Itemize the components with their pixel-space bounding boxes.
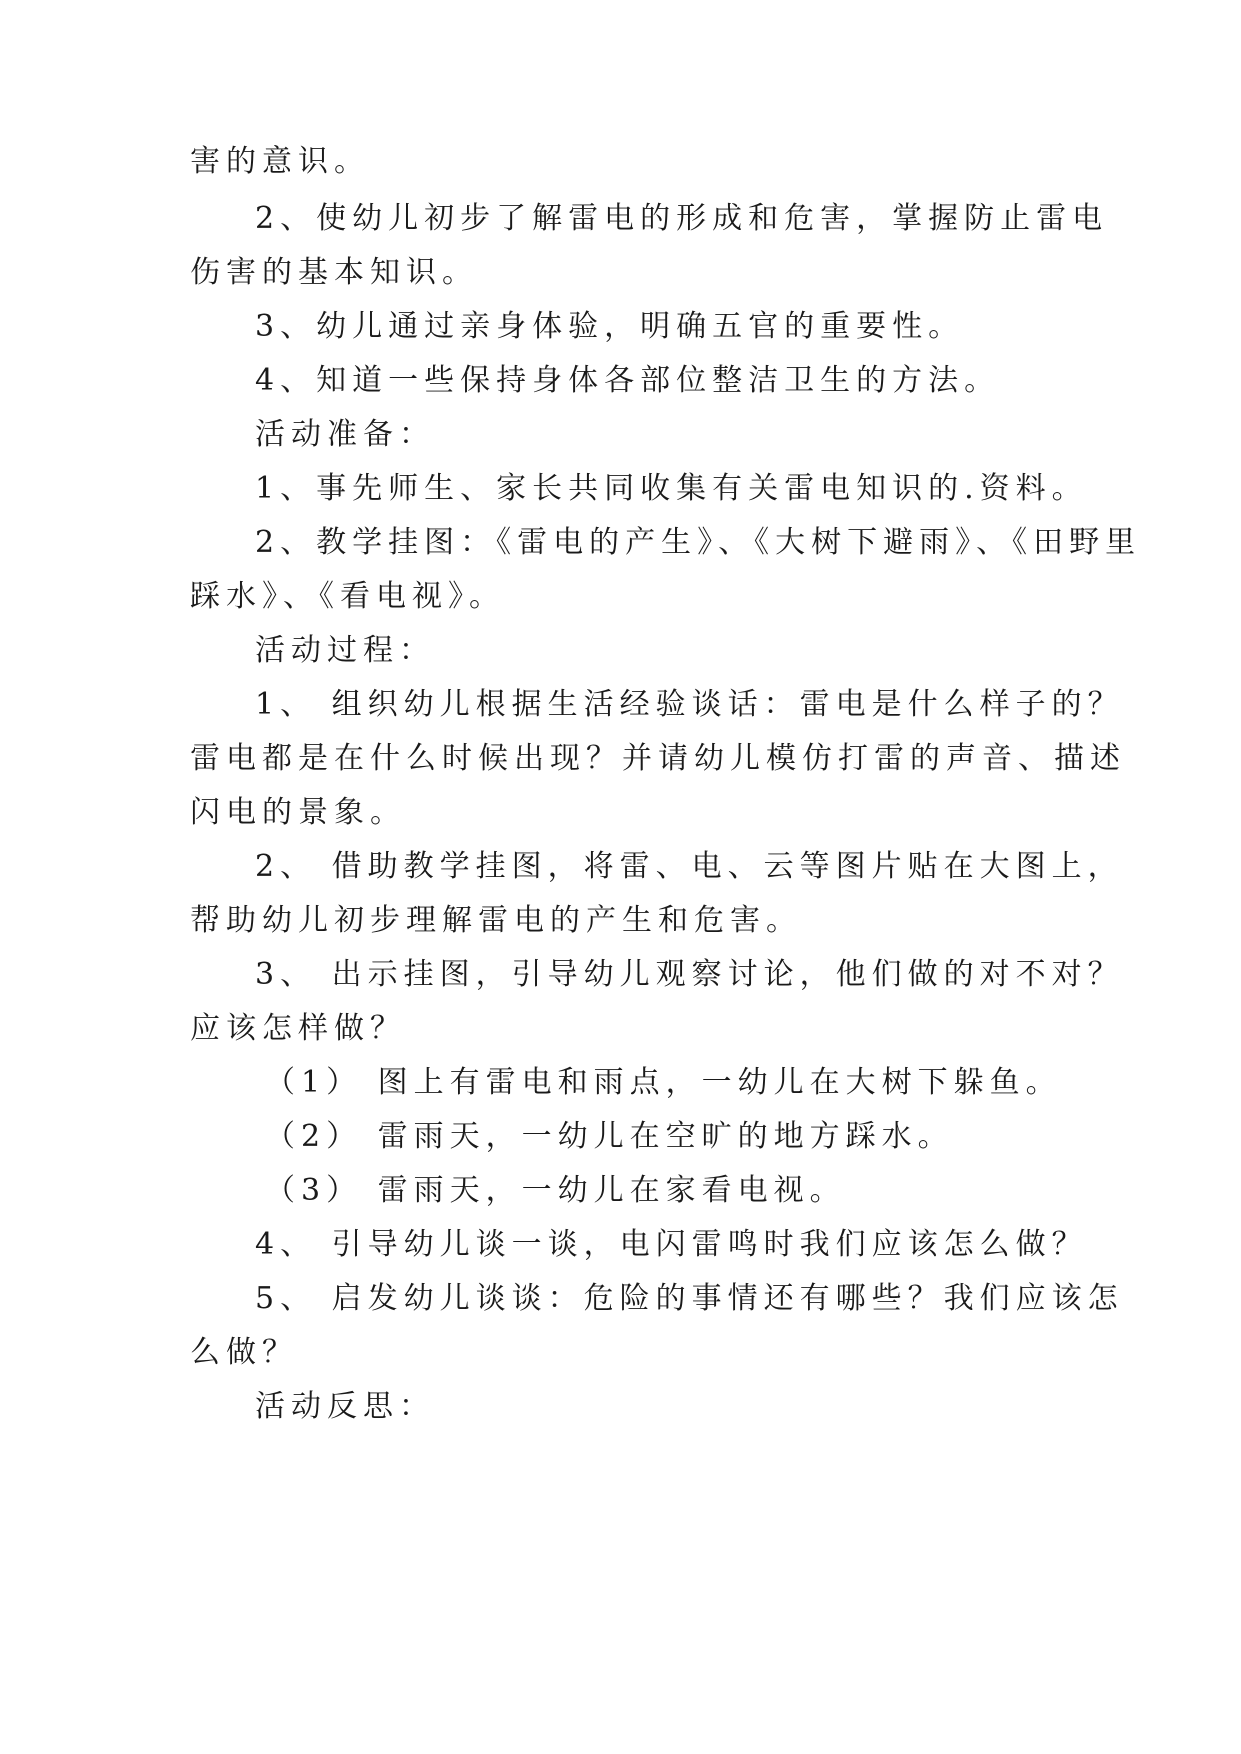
- process-1-cont-2: 闪电的景象。: [190, 795, 406, 830]
- preparation-2: 2、教学挂图：《雷电的产生》、《大树下避雨》、《田野里: [255, 525, 1142, 560]
- process-3-cont: 应该怎样做？: [190, 1011, 406, 1046]
- process-1-cont-1: 雷电都是在什么时候出现？并请幼儿模仿打雷的声音、描述: [190, 741, 1126, 776]
- preparation-2-cont: 踩水》、《看电视》。: [190, 579, 505, 614]
- objective-4: 4、知道一些保持身体各部位整洁卫生的方法。: [255, 363, 1001, 398]
- paragraph-continuation: 害的意识。: [190, 144, 370, 179]
- objective-3: 3、幼儿通过亲身体验，明确五官的重要性。: [255, 309, 965, 344]
- objective-2-cont: 伤害的基本知识。: [190, 255, 478, 290]
- sub-item-2: （2） 雷雨天，一幼儿在空旷的地方踩水。: [265, 1119, 954, 1154]
- heading-process: 活动过程：: [255, 633, 435, 668]
- objective-2: 2、使幼儿初步了解雷电的形成和危害，掌握防止雷电: [255, 201, 1109, 236]
- sub-item-1: （1） 图上有雷电和雨点，一幼儿在大树下躲鱼。: [265, 1065, 1062, 1100]
- sub-item-3: （3） 雷雨天，一幼儿在家看电视。: [265, 1173, 846, 1208]
- process-5-cont: 么做？: [190, 1335, 298, 1370]
- process-2-cont: 帮助幼儿初步理解雷电的产生和危害。: [190, 903, 802, 938]
- process-4: 4、 引导幼儿谈一谈，电闪雷鸣时我们应该怎么做？: [255, 1227, 1088, 1262]
- process-3: 3、 出示挂图，引导幼儿观察讨论，他们做的对不对？: [255, 957, 1124, 992]
- heading-reflection: 活动反思：: [255, 1389, 435, 1424]
- preparation-1: 1、事先师生、家长共同收集有关雷电知识的.资料。: [255, 471, 1088, 506]
- process-5: 5、 启发幼儿谈谈：危险的事情还有哪些？我们应该怎: [255, 1281, 1124, 1316]
- process-1: 1、 组织幼儿根据生活经验谈话：雷电是什么样子的？: [255, 687, 1124, 722]
- process-2: 2、 借助教学挂图，将雷、电、云等图片贴在大图上，: [255, 849, 1124, 884]
- heading-preparation: 活动准备：: [255, 417, 435, 452]
